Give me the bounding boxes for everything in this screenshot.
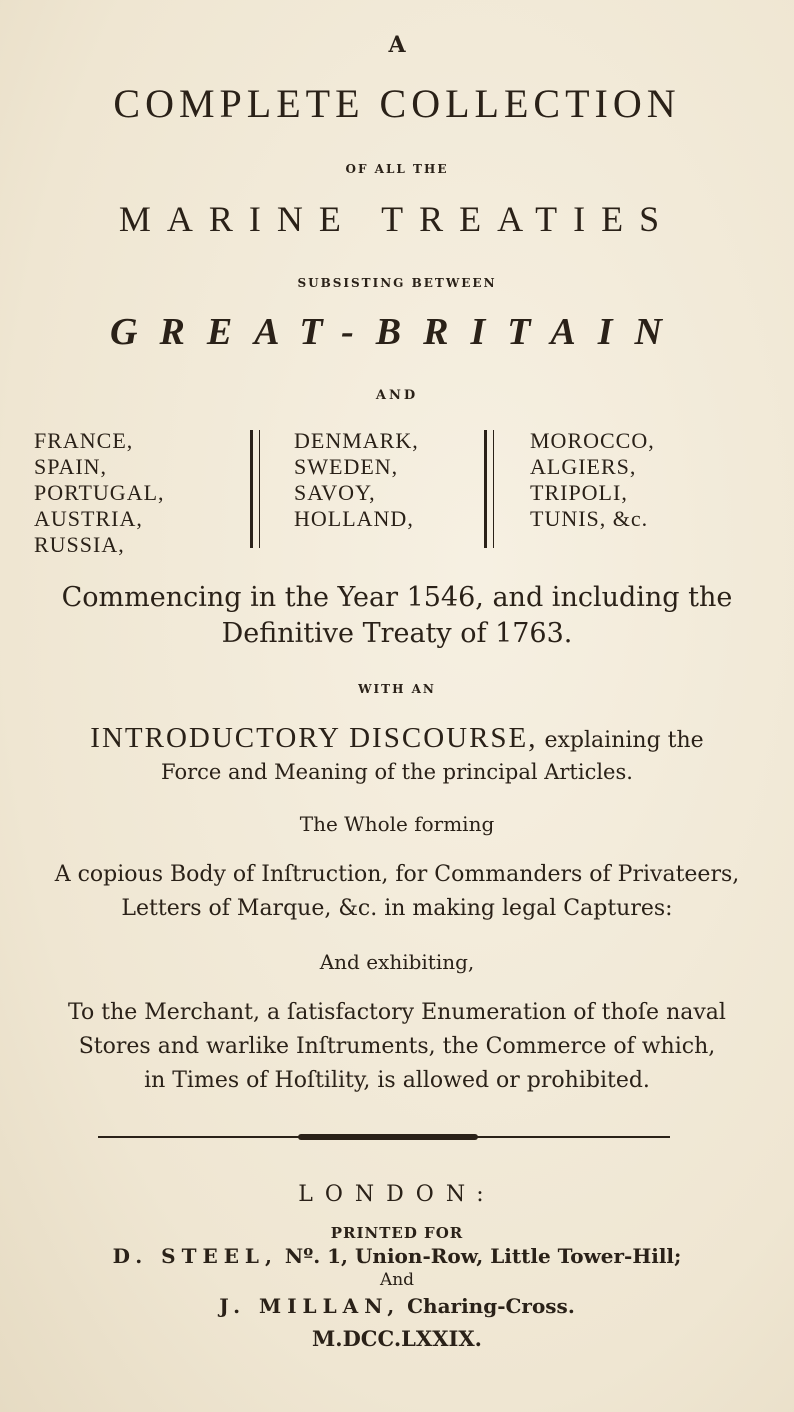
and-exhibiting: And exhibiting, [319, 950, 475, 974]
imprint-date: M.DCC.LXXIX. [312, 1326, 482, 1351]
country-column-3 [530, 428, 655, 532]
country-column-2 [294, 428, 419, 532]
imprint-millan-name: J. MILLAN, [219, 1294, 401, 1318]
country-item: SAVOY, [294, 480, 376, 505]
with-an: WITH AN [358, 682, 436, 696]
commencing-line-1: Commencing in the Year 1546, and including the [61, 582, 733, 613]
imprint-and: And [379, 1270, 415, 1290]
article-a: A [388, 32, 406, 58]
ornamental-rule [98, 1134, 670, 1140]
imprint-city: LONDON: [298, 1182, 496, 1207]
imprint-printed-for: PRINTED FOR [330, 1224, 464, 1242]
imprint-steel-line [0, 1244, 794, 1268]
copious-body-line-1: A copious Body of Inſtruction, for Commanders of Privateers, [54, 862, 740, 887]
country-item: SPAIN, [34, 454, 108, 479]
of-all-the: OF ALL THE [345, 162, 449, 176]
subsisting-between: SUBSISTING BETWEEN [297, 276, 497, 290]
and-heading: AND [375, 388, 419, 403]
country-item: TUNIS, &c. [530, 506, 649, 531]
copious-body-line-2: Letters of Marque, &c. in making legal Captures: [121, 896, 673, 921]
whole-forming: The Whole forming [299, 812, 495, 836]
country-item: RUSSIA, [34, 532, 125, 557]
merchant-line-1: To the Merchant, a ſatisfactory Enumeration of thoſe naval [68, 1000, 726, 1025]
force-and-meaning: Force and Meaning of the principal Articles. [161, 760, 633, 784]
imprint-steel-address: Nº. 1, Union-Row, Little Tower-Hill; [277, 1244, 682, 1268]
country-item: PORTUGAL, [34, 480, 165, 505]
introductory-discourse-caps: INTRODUCTORY DISCOURSE, [90, 722, 538, 754]
country-column-1 [34, 428, 165, 558]
introductory-discourse-rest: explaining the [537, 728, 704, 753]
country-item: SWEDEN, [294, 454, 399, 479]
country-item: ALGIERS, [530, 454, 637, 479]
country-item: MOROCCO, [530, 428, 655, 453]
imprint-millan-line [0, 1294, 794, 1318]
title-marine-treaties: MARINE TREATIES [118, 199, 676, 239]
imprint-steel-name: D. STEEL, [112, 1244, 278, 1268]
country-item: AUSTRIA, [34, 506, 143, 531]
country-item: TRIPOLI, [530, 480, 628, 505]
introductory-discourse-line [0, 722, 794, 755]
double-rule-divider [250, 430, 260, 548]
merchant-line-2: Stores and warlike Inſtruments, the Commerce of which, [78, 1034, 716, 1059]
ornamental-rule-thick [298, 1134, 478, 1140]
imprint-millan-address: Charing-Cross. [400, 1294, 575, 1318]
great-britain: GREAT-BRITAIN [110, 311, 684, 353]
commencing-line-2: Definitive Treaty of 1763. [221, 618, 573, 649]
country-item: FRANCE, [34, 428, 134, 453]
merchant-line-3: in Times of Hoſtility, is allowed or prohibited. [144, 1068, 650, 1093]
country-item: DENMARK, [294, 428, 419, 453]
country-item: HOLLAND, [294, 506, 414, 531]
title-complete-collection: COMPLETE COLLECTION [113, 81, 681, 126]
double-rule-divider [484, 430, 494, 548]
